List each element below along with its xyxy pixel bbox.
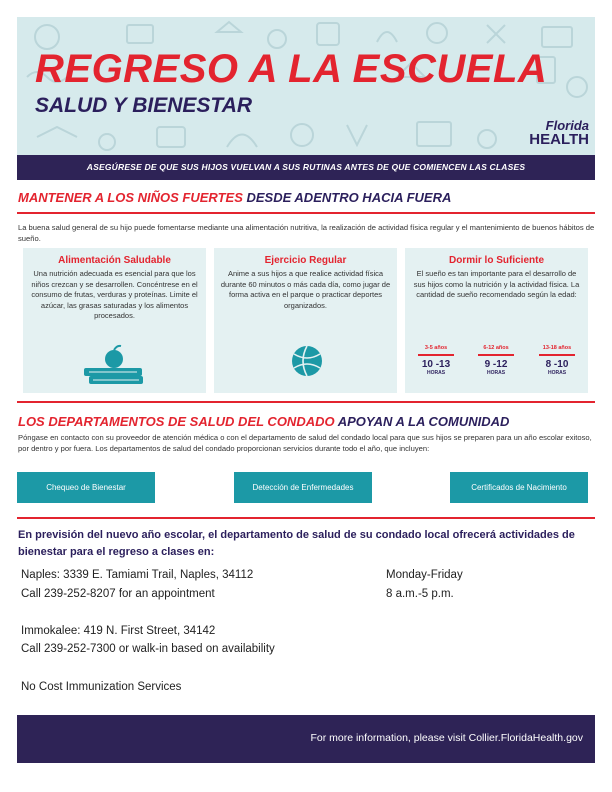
section2-heading-navy: APOYAN A LA COMUNIDAD	[337, 414, 510, 429]
sleep-column	[532, 345, 582, 376]
sleep-divider	[478, 354, 514, 356]
sleep-divider	[418, 354, 454, 356]
naples-days: Monday-Friday	[386, 569, 463, 581]
section1-divider	[17, 212, 595, 214]
section2-paragraph: Póngase en contacto con su proveedor de atención médica o con el departamento de salud del condado local para que sus hijos se preparen para un año escolar exitoso, por dentro y por fuera. Los departamentos de salud del condado proporcionan servicios durante todo el año, que incluyen:	[18, 433, 592, 453]
apple-books-icon	[81, 344, 147, 386]
logo-line-1: Florida	[545, 118, 589, 133]
sleep-divider	[539, 354, 575, 356]
section1-heading	[18, 190, 451, 205]
footer-bar	[17, 715, 595, 763]
section1-heading-navy: DESDE ADENTRO HACIA FUERA	[246, 190, 452, 205]
section2-heading	[18, 414, 509, 429]
florida-health-logo	[529, 119, 589, 147]
tagline-bar: ASEGÚRESE DE QUE SUS HIJOS VUELVAN A SUS RUTINAS ANTES DE QUE COMIENCEN LAS CLASES	[17, 155, 595, 180]
card-body: El sueño es tan importante para el desarrollo de sus hijos como la nutrición y la actividad física. La cantidad de sueño recomendado según la edad:	[413, 269, 580, 299]
card-body: Una nutrición adecuada es esencial para que los niños crezcan y se desarrollen. Concéntrese en el consumo de frutas, verduras y proteínas. Limite el azúcar, las grasas saturadas y los alimentos procesados.	[31, 269, 198, 320]
services-intro: En previsión del nuevo año escolar, el departamento de salud de su condado local ofrecerá actividades de bienestar para el regreso a clases en:	[18, 529, 575, 558]
card-title: Dormir lo Suficiente	[448, 255, 544, 266]
sleep-column	[471, 345, 521, 376]
immokalee-address: Immokalee: 419 N. First Street, 34142	[21, 625, 216, 637]
disease-screening-button[interactable]: Detección de Enfermedades	[234, 472, 372, 503]
card-regular-exercise	[214, 248, 397, 393]
card-body: Anime a sus hijos a que realice actividad física durante 60 minutos o más cada día, como jugar de forma activa en el parque o practicar deportes organizados.	[220, 269, 391, 310]
wellness-checkup-button[interactable]: Chequeo de Bienestar	[17, 472, 155, 503]
section2-heading-red: LOS DEPARTAMENTOS DE SALUD DEL CONDADO	[18, 414, 335, 429]
naples-hours: 8 a.m.-5 p.m.	[386, 588, 454, 600]
sleep-age: 3-5 años	[424, 345, 448, 351]
birth-certificates-button[interactable]: Certificados de Nacimiento	[450, 472, 588, 503]
page-subtitle: SALUD Y BIENESTAR	[35, 94, 253, 117]
sleep-age: 13-18 años	[542, 345, 572, 351]
section2-top-divider	[17, 401, 595, 403]
sleep-hours: 10 -13	[421, 358, 451, 370]
section1-paragraph: La buena salud general de su hijo puede fomentarse mediante una alimentación nutritiva, la realización de actividad física regular y el mantenimiento de buenos hábitos de sueño.	[18, 223, 595, 243]
sleep-column	[411, 345, 461, 376]
naples-address: Naples: 3339 E. Tamiami Trail, Naples, 34112	[21, 569, 254, 581]
section3-top-divider	[17, 517, 595, 519]
header-banner	[17, 17, 595, 155]
sleep-hours: 8 -10	[545, 358, 569, 370]
card-healthy-eating	[23, 248, 206, 393]
sleep-unit: HORAS	[547, 369, 567, 376]
card-title: Ejercicio Regular	[264, 255, 347, 266]
no-cost-immunization: No Cost Immunization Services	[21, 681, 182, 693]
sleep-hours: 9 -12	[484, 358, 508, 370]
sleep-unit: HORAS	[486, 369, 506, 376]
card-title: Alimentación Saludable	[58, 255, 171, 266]
sleep-age: 6-12 años	[483, 345, 509, 351]
sleep-unit: HORAS	[426, 369, 446, 376]
ball-icon	[290, 344, 324, 378]
immokalee-phone: Call 239-252-7300 or walk-in based on availability	[21, 643, 275, 655]
logo-line-2: HEALTH	[529, 131, 589, 148]
footer-link[interactable]: For more information, please visit Collier.FloridaHealth.gov	[310, 732, 583, 744]
card-enough-sleep	[405, 248, 588, 393]
page-title: REGRESO A LA ESCUELA	[35, 47, 548, 91]
naples-phone: Call 239-252-8207 for an appointment	[21, 588, 215, 600]
section1-heading-red: MANTENER A LOS NIÑOS FUERTES	[18, 190, 243, 205]
